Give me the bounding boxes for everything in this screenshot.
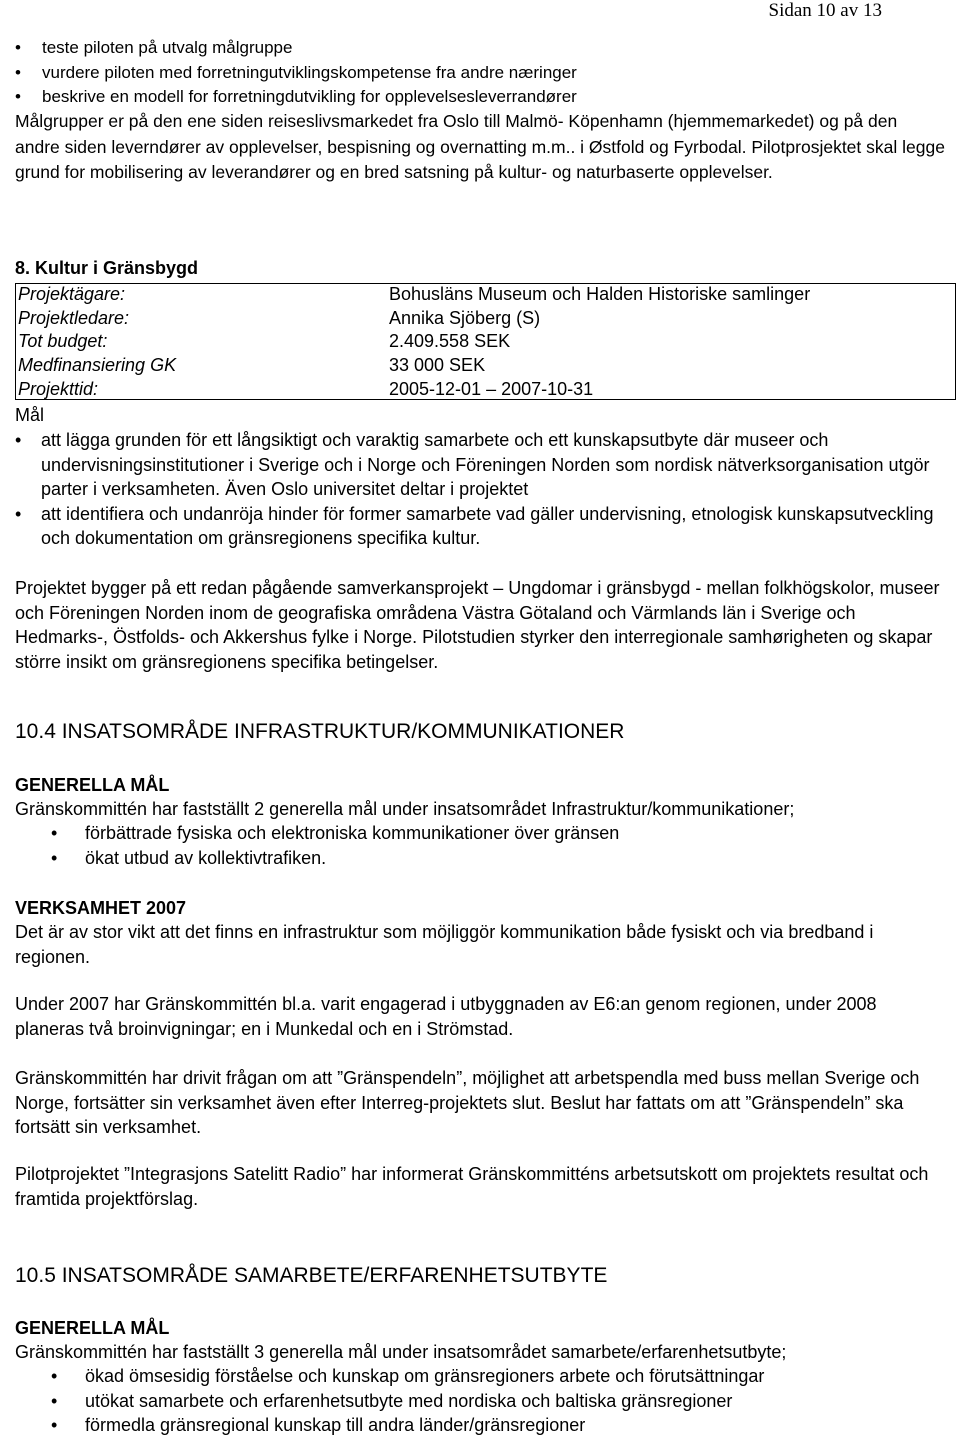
goal-list xyxy=(15,428,945,551)
general-goal-list xyxy=(15,821,945,870)
list-item: • att lägga grunden för ett långsiktigt och varaktig samarbete och ett kunskapsutbyte där museer och undervisningsinstitutioner i Sverige och i Norge och Föreningen Norden som nordisk nätverksorganisation utgör parter i verksamheten. Även Oslo universitet deltar i projektet xyxy=(15,428,945,502)
list-item: • förmedla gränsregional kunskap till andra länder/gränsregioner xyxy=(15,1413,945,1438)
info-value: Bohusläns Museum och Halden Historiske samlinger xyxy=(389,284,811,304)
list-item: • teste piloten på utvalg målgruppe xyxy=(15,36,945,61)
project-heading: 8. Kultur i Gränsbygd xyxy=(15,258,199,278)
project-description: Projektet bygger på ett redan pågående samverkansprojekt – Ungdomar i gränsbygd - mellan folkhögskolor, museer och Föreningen Norden inom de geografiska områdena Västra Götaland och Värmlands län i Sverige och Hedmarks-, Östfolds- och Akkershus fylke i Norge. Pilotstudien styrker den interregionale samhørigheten og skapar större insikt om gränsregionens specifika betingelser. xyxy=(15,578,940,672)
info-label: Projektledare: xyxy=(18,308,130,328)
list-item: • ökad ömsesidig förståelse och kunskap om gränsregioners arbete och förutsättningar xyxy=(15,1364,945,1389)
info-label: Projekttid: xyxy=(18,379,99,399)
list-item: • ökat utbud av kollektivtrafiken. xyxy=(15,846,945,871)
subsection-heading: GENERELLA MÅL xyxy=(15,775,170,795)
page-number: Sidan 10 av 13 xyxy=(768,0,882,21)
intro-paragraph: Målgrupper er på den ene siden reiseslivsmarkedet fra Oslo till Malmö- Köpenhamn (hjemmemarkedet) og på den andre siden leverndører av opplevelser, bespisning og overnatting m.m.. i Østfold og Fyrbodal. Pilotprosjektet skal legge grund for mobilisering av leverandører og en bred satsning på kultur- og naturbaserte opplevelser. xyxy=(15,111,945,182)
info-value: 33 000 SEK xyxy=(389,355,486,375)
paragraph: Gränskommittén har drivit frågan om att ”Gränspendeln”, möjlighet att arbetspendla med buss mellan Sverige och Norge, fortsätter sin verksamhet även efter Interreg-projektets slut. Beslut har fattats om att ”Gränspendeln” ska fortsätt sin verksamhet. xyxy=(15,1068,920,1137)
intro-bullet-list xyxy=(15,36,945,110)
subsection-heading: GENERELLA MÅL xyxy=(15,1318,170,1338)
list-item: • vurdere piloten med forretningutviklingskompetense fra andre næringer xyxy=(15,61,945,86)
section-title: 10.4 INSATSOMRÅDE INFRASTRUKTUR/KOMMUNIKATIONER xyxy=(15,720,625,743)
info-label: Tot budget: xyxy=(18,331,108,351)
list-item: • utökat samarbete och erfarenhetsutbyte med nordiska och baltiska gränsregioner xyxy=(15,1389,945,1414)
info-label: Projektägare: xyxy=(18,284,126,304)
list-item: • förbättrade fysiska och elektroniska kommunikationer över gränsen xyxy=(15,821,945,846)
info-value: Annika Sjöberg (S) xyxy=(389,308,541,328)
general-goal-list xyxy=(15,1364,945,1438)
info-value: 2.409.558 SEK xyxy=(389,331,511,351)
paragraph: Det är av stor vikt att det finns en infrastruktur som möjliggör kommunikation både fysiskt och via bredband i regionen. xyxy=(15,922,874,967)
paragraph: Under 2007 har Gränskommittén bl.a. varit engagerad i utbyggnaden av E6:an genom regionen, under 2008 planeras två broinvigningar; en i Munkedal och en i Strömstad. xyxy=(15,994,877,1039)
info-value: 2005-12-01 – 2007-10-31 xyxy=(389,379,594,399)
subsection-heading: VERKSAMHET 2007 xyxy=(15,898,187,918)
section-title: 10.5 INSATSOMRÅDE SAMARBETE/ERFARENHETSUTBYTE xyxy=(15,1264,608,1287)
general-text: Gränskommittén har fastställt 3 generella mål under insatsområdet samarbete/erfarenhetsutbyte; xyxy=(15,1342,787,1362)
goal-label: Mål xyxy=(15,405,45,425)
paragraph: Pilotprojektet ”Integrasjons Satelitt Radio” har informerat Gränskommitténs arbetsutskott om projektets resultat och framtida projektförslag. xyxy=(15,1164,929,1209)
general-text: Gränskommittén har fastställt 2 generella mål under insatsområdet Infrastruktur/kommunikationer; xyxy=(15,799,795,819)
list-item: • att identifiera och undanröja hinder för former samarbete vad gäller undervisning, etnologisk kunskapsutveckling och dokumentation om gränsregionens specifika kultur. xyxy=(15,502,945,551)
list-item: • beskrive en modell for forretningdutvikling for opplevelsesleverrandører xyxy=(15,85,945,110)
project-info-box xyxy=(15,283,956,400)
info-label: Medfinansiering GK xyxy=(18,355,177,375)
